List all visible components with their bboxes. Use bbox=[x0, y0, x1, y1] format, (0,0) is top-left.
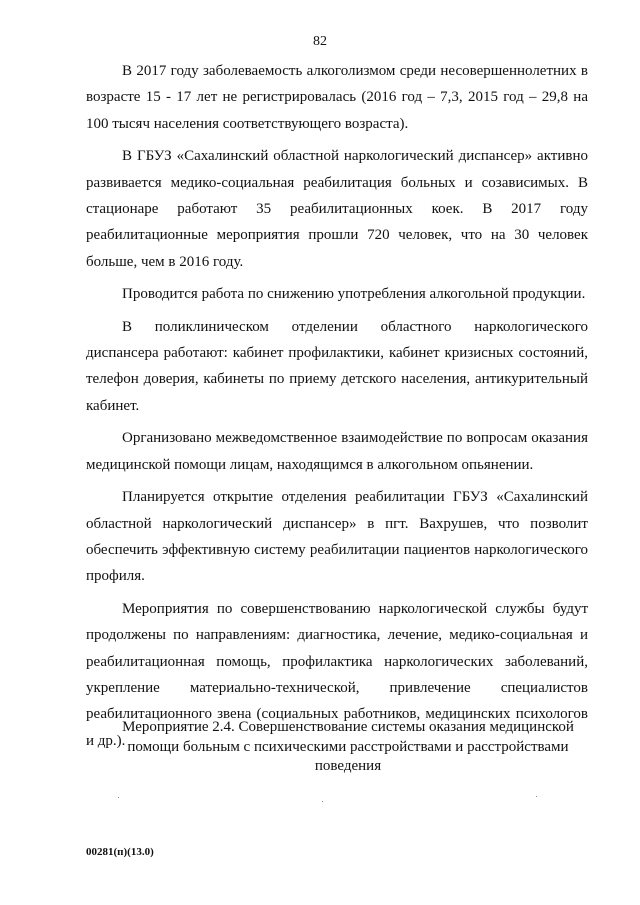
body-text bbox=[86, 58, 588, 754]
paragraph-3: Проводится работа по снижению употребления алкогольной продукции. bbox=[122, 286, 586, 303]
paragraph-1: В 2017 году заболеваемость алкоголизмом среди несовершеннолетних в возрасте 15 - 17 лет не регистрировалась (2016 год – 7,3, 2015 год – 29,8 на 100 тысяч населения соответствующего возраста). bbox=[86, 63, 588, 132]
paragraph-4: В поликлиническом отделении областного наркологического диспансера работают: кабинет профилактики, кабинет кризисных состояний, телефон доверия, кабинеты по приему детского населения, антикурительный кабинет. bbox=[86, 318, 588, 414]
scan-speck bbox=[536, 796, 537, 797]
paragraph-5: Организовано межведомственное взаимодействие по вопросам оказания медицинской помощи лицам, находящимся в алкогольном опьянении. bbox=[86, 430, 588, 473]
paragraph-2: В ГБУЗ «Сахалинский областной наркологический диспансер» активно развивается медико-социальная реабилитация больных и созависимых. В стационаре работают 35 реабилитационных коек. В 2017 году реабилитационные мероприятия прошли 720 человек, что на 30 человек больше, чем в 2016 году. bbox=[86, 148, 588, 270]
paragraph-6: Планируется открытие отделения реабилитации ГБУЗ «Сахалинский областной наркологический диспансер» в пгт. Вахрушев, что позволит обеспечить эффективную систему реабилитации пациентов наркологического профиля. bbox=[86, 489, 588, 585]
scan-speck bbox=[322, 801, 323, 802]
paragraph-7: Мероприятия по совершенствованию наркологической службы будут продолжены по направлениям: диагностика, лечение, медико-социальная и реабилитационная помощь, профилактика наркологических заболеваний, укрепление материально-технической, привлечение специалистов реабилитационного звена (социальных работников, медицинских психологов и др.). bbox=[86, 600, 588, 749]
section-heading: Мероприятие 2.4. Совершенствование системы оказания медицинской помощи больным с психическими расстройствами и расстройствами поведения bbox=[122, 719, 574, 774]
scan-speck bbox=[118, 797, 119, 798]
footer-code: 00281(п)(13.0) bbox=[86, 846, 154, 858]
page-number: 82 bbox=[313, 34, 327, 49]
